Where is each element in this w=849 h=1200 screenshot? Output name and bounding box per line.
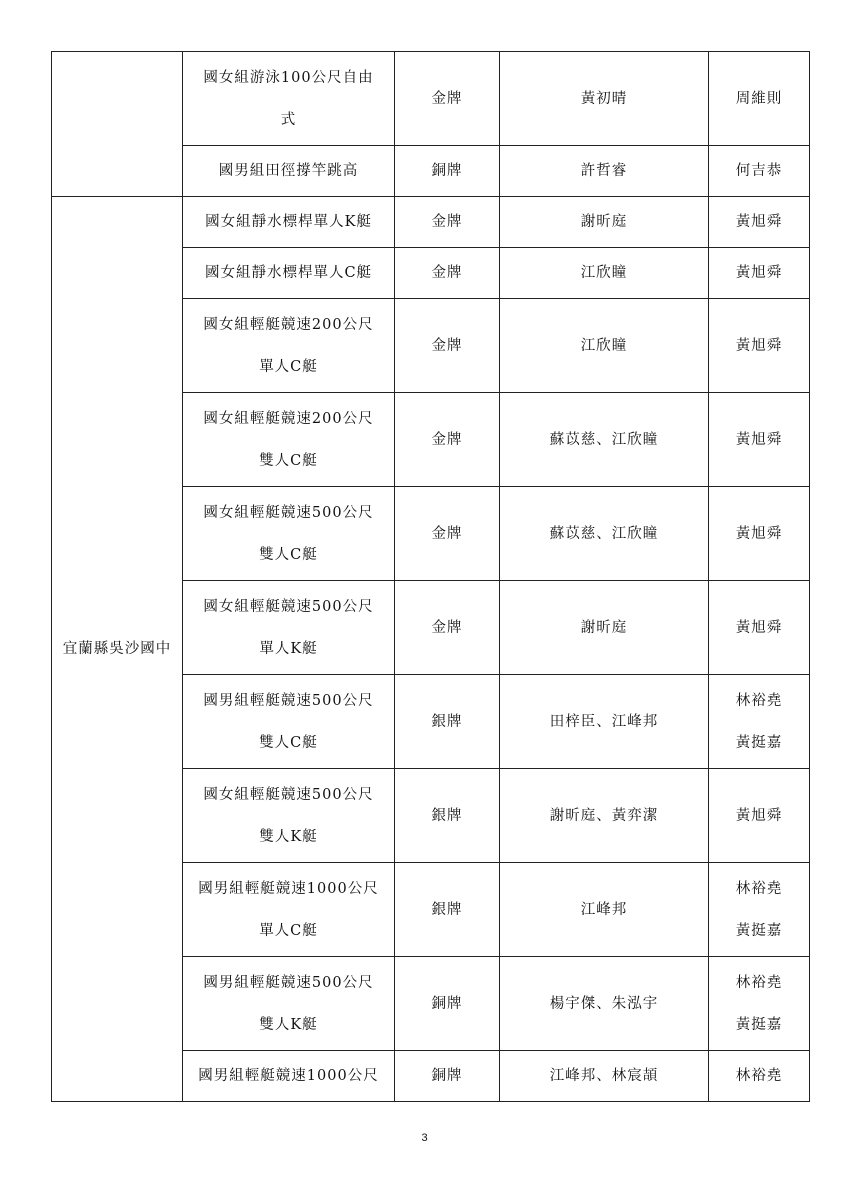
- athletes-cell: 江峰邦、林宸頡: [500, 1051, 709, 1102]
- event-cell: [183, 769, 395, 863]
- event-line: 雙人K艇: [259, 828, 318, 845]
- coach-line: 林裕堯: [735, 880, 783, 897]
- event-cell: [183, 957, 395, 1051]
- event-cell: [183, 487, 395, 581]
- coach-line: 林裕堯: [735, 692, 783, 709]
- table-row: [52, 52, 810, 146]
- event-cell: [183, 146, 395, 197]
- medal-cell: 銀牌: [395, 675, 500, 769]
- athletes-cell: 江欣瞳: [500, 248, 709, 299]
- medal-cell: 銀牌: [395, 863, 500, 957]
- medal-cell: 銀牌: [395, 769, 500, 863]
- school-cell: 宜蘭縣吳沙國中: [52, 197, 183, 1102]
- medal-cell: 金牌: [395, 248, 500, 299]
- coach-cell: [709, 248, 810, 299]
- event-line: 國男組輕艇競速1000公尺: [198, 880, 379, 897]
- event-line: 單人C艇: [259, 358, 318, 375]
- athletes-cell: 謝昕庭: [500, 197, 709, 248]
- coach-cell: [709, 146, 810, 197]
- coach-line: 黃挺嘉: [735, 922, 783, 939]
- coach-cell: [709, 957, 810, 1051]
- medal-cell: 銅牌: [395, 146, 500, 197]
- medal-cell: 金牌: [395, 299, 500, 393]
- medal-cell: 銅牌: [395, 957, 500, 1051]
- medal-cell: 金牌: [395, 581, 500, 675]
- athletes-cell: 許哲睿: [500, 146, 709, 197]
- coach-cell: [709, 675, 810, 769]
- coach-line: 黃旭舜: [735, 807, 783, 824]
- event-cell: [183, 863, 395, 957]
- coach-line: 黃旭舜: [735, 265, 783, 281]
- event-line: 國女組靜水標桿單人K艇: [205, 214, 372, 230]
- event-line: 國女組輕艇競速200公尺: [203, 316, 374, 333]
- coach-cell: [709, 487, 810, 581]
- coach-line: 林裕堯: [735, 974, 783, 991]
- athletes-cell: 江峰邦: [500, 863, 709, 957]
- event-line: 國女組輕艇競速500公尺: [203, 598, 374, 615]
- event-line: 國女組游泳100公尺自由: [203, 69, 374, 86]
- event-line: 雙人C艇: [259, 734, 318, 751]
- athletes-cell: 黃初晴: [500, 52, 709, 146]
- coach-line: 黃挺嘉: [735, 734, 783, 751]
- event-line: 國男組輕艇競速500公尺: [203, 692, 374, 709]
- awards-table: [51, 51, 810, 1102]
- event-cell: [183, 393, 395, 487]
- event-line: 式: [280, 111, 297, 128]
- coach-line: 周維則: [735, 90, 783, 107]
- event-line: 國女組輕艇競速500公尺: [203, 504, 374, 521]
- coach-cell: [709, 1051, 810, 1102]
- event-line: 國男組田徑撐竿跳高: [218, 163, 359, 179]
- medal-cell: 金牌: [395, 487, 500, 581]
- medal-cell: 金牌: [395, 393, 500, 487]
- coach-cell: [709, 52, 810, 146]
- athletes-cell: 謝昕庭: [500, 581, 709, 675]
- event-line: 單人K艇: [259, 640, 318, 657]
- coach-line: 黃挺嘉: [735, 1016, 783, 1033]
- coach-line: 黃旭舜: [735, 214, 783, 230]
- coach-line: 黃旭舜: [735, 431, 783, 448]
- event-line: 國男組輕艇競速500公尺: [203, 974, 374, 991]
- athletes-cell: 謝昕庭、黃弈潔: [500, 769, 709, 863]
- medal-cell: 金牌: [395, 52, 500, 146]
- event-cell: [183, 52, 395, 146]
- coach-line: 黃旭舜: [735, 619, 783, 636]
- event-cell: [183, 248, 395, 299]
- athletes-cell: 楊宇傑、朱泓宇: [500, 957, 709, 1051]
- event-line: 雙人C艇: [259, 546, 318, 563]
- event-cell: [183, 1051, 395, 1102]
- event-cell: [183, 675, 395, 769]
- event-line: 國男組輕艇競速1000公尺: [198, 1068, 379, 1084]
- event-cell: [183, 581, 395, 675]
- coach-cell: [709, 299, 810, 393]
- coach-cell: [709, 393, 810, 487]
- coach-cell: [709, 863, 810, 957]
- coach-line: 何吉恭: [735, 163, 783, 179]
- page-number: 3: [421, 1132, 428, 1144]
- table-row: [52, 197, 810, 248]
- coach-cell: [709, 769, 810, 863]
- event-line: 雙人K艇: [259, 1016, 318, 1033]
- coach-line: 黃旭舜: [735, 337, 783, 354]
- coach-line: 黃旭舜: [735, 525, 783, 542]
- school-cell: [52, 52, 183, 197]
- athletes-cell: 蘇苡慈、江欣瞳: [500, 487, 709, 581]
- event-line: 國女組輕艇競速200公尺: [203, 410, 374, 427]
- athletes-cell: 蘇苡慈、江欣瞳: [500, 393, 709, 487]
- event-line: 國女組靜水標桿單人C艇: [204, 265, 373, 281]
- coach-cell: [709, 197, 810, 248]
- coach-line: 林裕堯: [735, 1068, 783, 1084]
- event-line: 國女組輕艇競速500公尺: [203, 786, 374, 803]
- athletes-cell: 江欣瞳: [500, 299, 709, 393]
- medal-cell: 銅牌: [395, 1051, 500, 1102]
- coach-cell: [709, 581, 810, 675]
- event-cell: [183, 197, 395, 248]
- event-line: 雙人C艇: [259, 452, 318, 469]
- event-cell: [183, 299, 395, 393]
- event-line: 單人C艇: [259, 922, 318, 939]
- athletes-cell: 田梓臣、江峰邦: [500, 675, 709, 769]
- medal-cell: 金牌: [395, 197, 500, 248]
